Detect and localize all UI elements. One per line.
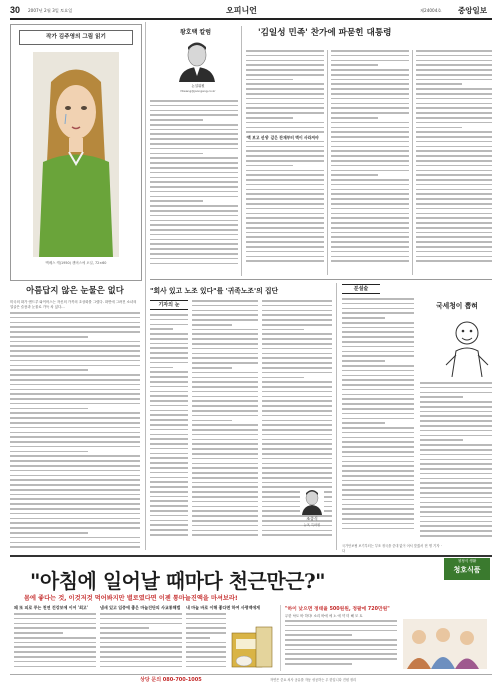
- author-caption: 논설위원: [191, 84, 205, 88]
- lower-right-footnote: 국가안보협 보기부터는 부조 정국을 중대 없이 어서 맞겠다: [342, 544, 420, 553]
- page-header: [10, 5, 492, 17]
- ad-bottom-small: 자연은 중요 처사 공유를 자동 성공하는 무 한입니다 진원 정리: [270, 678, 357, 682]
- column2-subhead: '벽 보고 선생' 같은 잔재부터 벽이 사라져야: [246, 135, 324, 141]
- reporter-role: 뉴욕 특파원: [303, 523, 321, 527]
- ad-testimonial-panel: [280, 605, 489, 671]
- ad-col3-body: [186, 613, 226, 671]
- ad-right-body: [285, 620, 397, 670]
- lower-left-headline: "회사 있고 노조 있다"를 '귀족노조'의 집단: [150, 287, 279, 295]
- column-divider-2: [241, 26, 242, 276]
- column-divider-1: [145, 22, 146, 550]
- author-email: htwang@joongang.co.kr: [180, 89, 216, 93]
- ad-col3-title: 내 마늘 바로 이해 좋다면 하여 사평액에게: [186, 605, 261, 610]
- column2-headline: '김일성 민족' 찬가에 파묻힌 대통령: [258, 28, 392, 38]
- box-title: 작가 김주영의 그림 읽기: [19, 30, 133, 45]
- column1-headline: 아름답지 않은 눈물은 없다: [26, 285, 124, 295]
- ad-brand-name: 청호식품: [453, 566, 481, 574]
- column2-body-c: [331, 50, 409, 275]
- ad-right-title: "하이 낮으면 정태율 500원원, 정팔에 720만원": [285, 607, 390, 612]
- column1-body: [10, 312, 140, 550]
- column2-body-d: [416, 50, 492, 275]
- painting-caption: 맥베스 캐(1950) 캔버스에 오일, 72×60: [45, 261, 107, 265]
- ad-brand-sub: 청정식 생활: [457, 559, 477, 563]
- ad-brand-badge: [444, 558, 490, 580]
- lower-right-body-a: [342, 298, 414, 544]
- column-kicker: 왕호택 칼럼: [180, 29, 212, 36]
- page-date: 2007년 2월 3일 토요일: [28, 8, 73, 13]
- illustration: [442, 315, 492, 377]
- reporter-photo: [300, 488, 324, 515]
- ad-bottom-bar: [10, 674, 492, 687]
- column2-body-b: [246, 50, 324, 275]
- ad-headline: "아침에 일어날 때마다 천근만근?": [30, 569, 326, 593]
- lower-right-kicker: 분설술: [342, 284, 380, 294]
- reporter-name: 조종식: [306, 516, 318, 521]
- lower-left-body-b: [150, 314, 188, 550]
- edition-number: 제24004호: [420, 8, 442, 13]
- section-title: 오피니언: [226, 6, 257, 15]
- ad-col2-title: 냄새 있고 입증에 좋은 마늘진단의 사교통해법: [100, 605, 181, 610]
- ad-contact-line: 상당 문의 080-700-1005: [140, 677, 202, 683]
- ad-right-sub: 무한 낙도 바 하다! 소리 바에 에 노 에 약 미 해 모 토: [285, 614, 363, 618]
- ad-col1-title: 왜 또 피로 푸는 천연 건강보에 이어 '최고': [14, 605, 89, 610]
- lower-right-byline: 서 현 명 기자 ·: [420, 544, 442, 548]
- lower-right-headline: 국세청이 뽑혀: [436, 302, 478, 310]
- lower-right-body-b: [420, 382, 492, 542]
- page-number: 30: [10, 5, 21, 15]
- newspaper-masthead: 중앙일보: [458, 6, 487, 15]
- column-divider-4: [412, 50, 413, 275]
- ad-col1-body: [14, 613, 96, 671]
- painting: [33, 52, 119, 257]
- mid-rule: [150, 279, 492, 280]
- column1-body-start: 미국의 화가 앤드루 와이어스는 자신의 가족의 초상화를 그렸다. 화면에 그려진 소녀의 얼굴은 슬픔과 눈물로 가득 차 있다…: [10, 300, 137, 310]
- reporter-kicker: 기자의 눈: [150, 300, 188, 310]
- ad-col2-body: [100, 613, 182, 671]
- advertisement: [10, 555, 492, 687]
- author-photo: [175, 40, 219, 82]
- column-divider-3: [327, 50, 328, 275]
- painting-box: [10, 24, 142, 281]
- ad-people-photo: [403, 619, 487, 669]
- ad-product-image: [230, 619, 276, 671]
- column-divider-5: [336, 283, 337, 550]
- ad-subhead: 몸에 좋다는 것, 이것저것 먹어봐지만 별로였다면 이젠 통마늘진액을 마셔보라!: [24, 595, 238, 602]
- lower-left-body-a: [192, 300, 258, 550]
- column2-body: [150, 100, 238, 272]
- header-rule: [10, 18, 492, 20]
